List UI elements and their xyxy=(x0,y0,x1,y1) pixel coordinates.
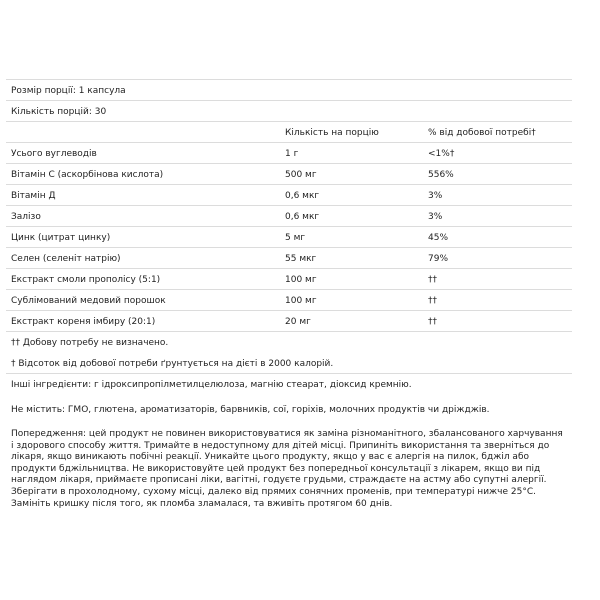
nutrient-name: Сублімований медовий порошок xyxy=(11,296,166,306)
column-header-amount: Кількість на порцію xyxy=(285,128,379,138)
nutrient-name: Вітамін Д xyxy=(11,191,56,201)
warning-section xyxy=(6,417,572,529)
nutrient-amount: 100 мг xyxy=(285,275,317,285)
other-ingredients: Інші інгредієнти: г ідроксипропілметилцелюлоза, магнію стеарат, діоксид кремнію. xyxy=(11,380,412,390)
nutrient-daily-value: 3% xyxy=(428,212,443,222)
nutrient-amount: 100 мг xyxy=(285,296,317,306)
nutrient-name: Селен (селеніт натрію) xyxy=(11,254,121,264)
nutrient-daily-value: 79% xyxy=(428,254,449,264)
column-header-daily-value: % від добової потребі† xyxy=(428,128,536,138)
table-row xyxy=(6,163,572,184)
servings-count: Кількість порцій: 30 xyxy=(11,107,107,117)
nutrient-amount: 0,6 мкг xyxy=(285,191,320,201)
table-row xyxy=(6,142,572,163)
warning-text: Попередження: цей продукт не повинен використовуватися як заміна різноманітного, збалансованого харчування і здорового способу життя. Тримайте в недоступному для дітей місці. Припиніть використання та зверніться до лікаря, якщо виникають побічні реакції. Уникайте цього продукту, якщо у вас є алергія на пилок, бджіл або продукти бджільництва. Не використовуйте цей продукт без попередньої консультації з лікарем, якщо ви під наглядом лікаря, приймаєте прописані ліки, вагітні, годуєте грудьми, страждаєте на астму або супутні алергії. Зберігати в прохолодному, сухому місці, далеко від прямих сонячних променів, при температурі нижче 25°C. Замініть кришку після того, як пломба зламалася, та вживіть протягом 60 днів. xyxy=(11,429,563,509)
nutrient-daily-value: 45% xyxy=(428,233,449,243)
table-row xyxy=(6,184,572,205)
supplement-facts-panel xyxy=(6,79,572,529)
footnotes xyxy=(6,331,572,373)
table-row xyxy=(6,226,572,247)
serving-size-row xyxy=(6,79,572,100)
nutrient-amount: 5 мг xyxy=(285,233,306,243)
other-ingredients-row xyxy=(6,373,572,395)
nutrient-amount: 20 мг xyxy=(285,317,311,327)
nutrient-daily-value: †† xyxy=(428,296,437,306)
does-not-contain-row xyxy=(6,395,572,417)
table-row xyxy=(6,268,572,289)
nutrient-name: Залізо xyxy=(11,212,41,222)
nutrient-name: Вітамін С (аскорбінова кислота) xyxy=(11,170,164,180)
nutrient-daily-value: 556% xyxy=(428,170,454,180)
does-not-contain: Не містить: ГМО, глютена, ароматизаторів, барвників, сої, горіхів, молочних продуктів чи дріжджів. xyxy=(11,405,490,415)
table-header xyxy=(6,121,572,142)
nutrient-name: Цинк (цитрат цинку) xyxy=(11,233,111,243)
nutrient-amount: 0,6 мкг xyxy=(285,212,320,222)
nutrient-daily-value: 3% xyxy=(428,191,443,201)
footnote-daily-value-basis: † Відсоток від добової потреби ґрунтується на дієті в 2000 калорій. xyxy=(11,359,334,369)
nutrient-name: Усього вуглеводів xyxy=(11,149,97,159)
footnote-not-established: †† Добову потребу не визначено. xyxy=(11,338,169,348)
serving-size: Розмір порції: 1 капсула xyxy=(11,86,126,96)
nutrient-amount: 500 мг xyxy=(285,170,317,180)
nutrient-name: Екстракт кореня імбиру (20:1) xyxy=(11,317,156,327)
nutrient-amount: 1 г xyxy=(285,149,299,159)
nutrient-name: Екстракт смоли прополісу (5:1) xyxy=(11,275,161,285)
nutrient-daily-value: <1%† xyxy=(428,149,455,159)
nutrient-daily-value: †† xyxy=(428,275,437,285)
servings-count-row xyxy=(6,100,572,121)
table-row xyxy=(6,247,572,268)
nutrient-daily-value: †† xyxy=(428,317,437,327)
table-row xyxy=(6,289,572,310)
table-row xyxy=(6,205,572,226)
table-row xyxy=(6,310,572,331)
nutrient-amount: 55 мкг xyxy=(285,254,317,264)
